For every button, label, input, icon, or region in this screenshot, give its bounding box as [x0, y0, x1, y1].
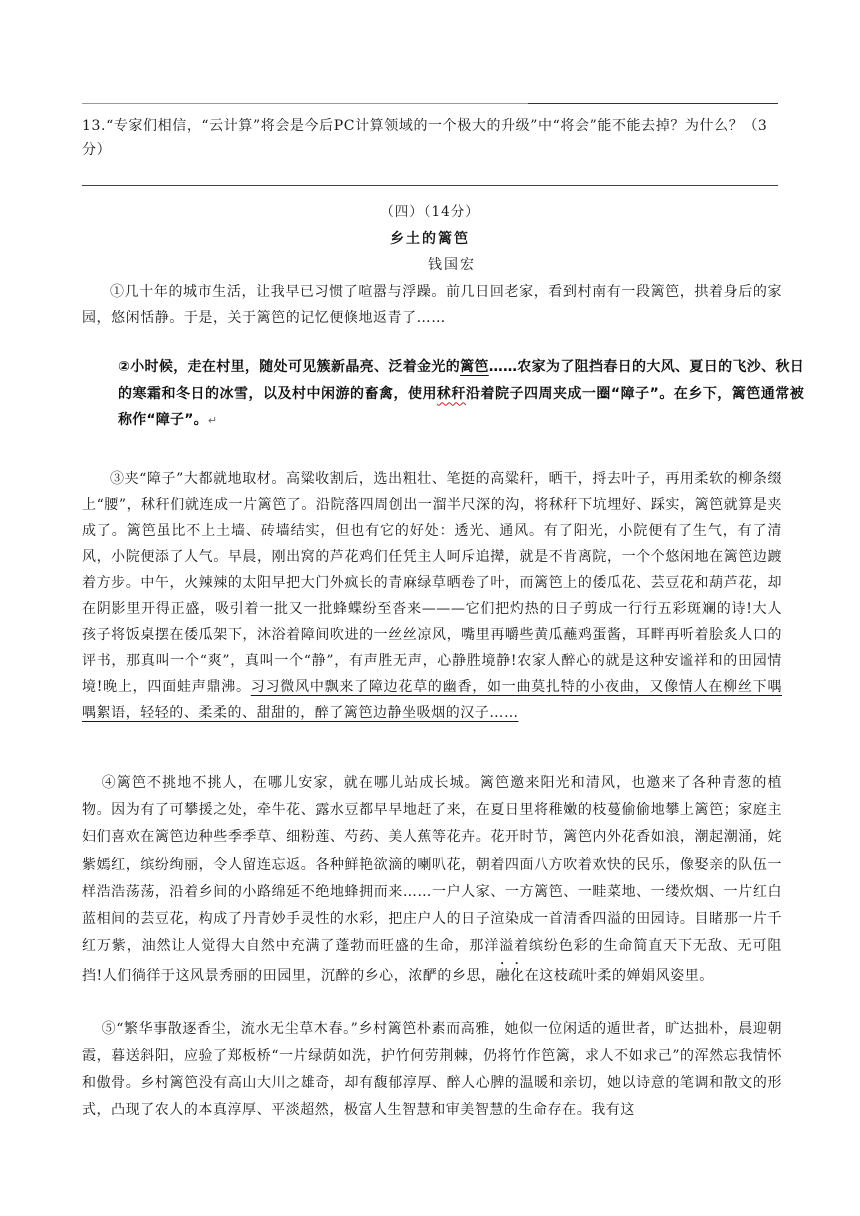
paragraph-2-underlined-word: 篱笆 [460, 359, 489, 375]
paragraph-4-text-a: ④篱笆不挑地不挑人，在哪儿安家，就在哪儿站成长城。篱笆邀来阳光和清风，也邀来了各种青葱的植物。因为有了可攀援之处，牵牛花、露水豆都早早地赶了来，在夏日里将稚嫩的枝蔓偷偷地攀上篱笆；家庭主妇们喜欢在篱笆边种些季季草、细粉莲、芍药、美人蕉等花卉。花开时节，篱笆内外花香如浪，潮起潮涌，姹紫嫣红，缤纷绚丽，令人留连忘返。各种鲜艳欲滴的喇叭花，朝着四面八方吹着欢快的民乐，像娶亲的队伍一样浩浩荡荡，沿着乡间的小路绵延不绝地蜂拥而来……一户人家、一方篱笆、一畦菜地、一缕炊烟、一片红白蓝相间的芸豆花，构成了丹青妙手灵性的水彩，把庄户人的日子渲染成一首清香四溢的田园诗。目睹那一片千红万紫，油然让人觉得大自然中充满了蓬勃而旺盛的生命，那洋溢着缤纷色彩的生命简直天下无敌、无可阻挡!人们徜徉于这风景秀丽的田园里，沉醉的乡心，浓酽的乡思， [82, 775, 782, 985]
essay-title: 乡土的篱笆 [390, 231, 470, 247]
essay-author: 钱国宏 [428, 257, 476, 273]
paragraph-2-text-c: ……农家为了阻挡春日的大风、夏日的飞沙、秋日的寒霜和冬日的冰雪，以及村中闲游的畜禽，使用 [118, 359, 804, 402]
paragraph-2-wavy-underlined-word: 秫秆 [436, 385, 466, 402]
paragraph-mark-icon: ↵ [207, 414, 218, 427]
paragraph-5: ⑤“繁华事散逐香尘，流水无尘草木春。”乡村篱笆朴素而高雅，她似一位闲适的遁世者，旷达拙朴，晨迎朝霞，暮送斜阳，应验了郑板桥“一片绿荫如洗，护竹何劳荆棘，仍将竹作笆篱，求人不如求己”的浑然忘我情怀和傲骨。乡村篱笆没有高山大川之雄奇，却有馥郁淳厚、醉人心脾的温暖和亲切，她以诗意的笔调和散文的形式，凸现了农人的本真淳厚、平淡超然，极富人生智慧和审美智慧的生命存在。我有这 [82, 1021, 782, 1118]
answer-line-q13 [82, 185, 778, 186]
paragraph-2 [118, 354, 804, 435]
paragraph-1: ①几十年的城市生活，让我早已习惯了喧嚣与浮躁。前几日回老家，看到村南有一段篱笆，拱着身后的家园，悠闲恬静。于是，关于篱笆的记忆便倏地返青了…… [82, 284, 782, 326]
paragraph-3-text: ③夹“障子”大都就地取材。高粱收割后，选出粗壮、笔挺的高粱秆，晒干，捋去叶子，再用柔软的柳条缀上“腰”，秫秆们就连成一片篱笆了。沿院落四周创出一溜半尺深的沟，将秫秆下坑埋好、踩实，篱笆就算是夹成了。篱笆虽比不上土墙、砖墙结实，但也有它的好处：透光、通风。有了阳光，小院便有了生气，有了清风，小院便添了人气。早晨，刚出窝的芦花鸡们任凭主人呵斥追撵，就是不肯离院，一个个悠闲地在篱笆边踱着方步。中午，火辣辣的太阳早把大门外疯长的青麻绿草晒卷了叶，而篱笆上的倭瓜花、芸豆花和葫芦花，却在阴影里开得正盛，吸引着一批又一批蜂蝶纷至沓来———它们把灼热的日子剪成一行行五彩斑斓的诗!大人孩子将饭桌摆在倭瓜架下，沐浴着障间吹进的一丝丝凉风，嘴里再嚼些黄瓜蘸鸡蛋酱，耳畔再听着脍炙人口的评书，那真叫一个“爽”，真叫一个“静”，有声胜无声，心静胜境静!农家人醉心的就是这种安谧祥和的田园情境!晚上，四面蛙声鼎沸。 [82, 471, 782, 695]
question-13: 13.“专家们相信，“云计算”将会是今后PC计算领域的一个极大的升级”中“将会”能不能去掉？为什么？（3分） [82, 118, 768, 158]
paragraph-4-dotted-word: 融化 [495, 968, 525, 985]
section-heading: （四）（14分） [380, 204, 480, 220]
paragraph-3 [82, 466, 782, 726]
paragraph-2-text-a: ②小时候，走在村里，随处可见簇新晶亮、泛着金光的 [118, 359, 461, 375]
paragraph-3-underlined-sentence: 习习微风中飘来了障边花草的幽香，如一曲莫扎特的小夜曲，又像情人在柳丝下喁喁絮语，轻轻的、柔柔的、甜甜的，醉了篱笆边静坐吸烟的汉子…… [82, 679, 782, 721]
paragraph-4-text-c: 在这枝疏叶柔的婵娟风姿里。 [524, 968, 714, 985]
answer-line-top [82, 103, 528, 104]
paragraph-4 [82, 770, 782, 991]
answer-line-top-dark [528, 103, 778, 104]
paragraph-2-text-e: 沿着院子四周夹成一圈“障子”。在乡下，篱笆通常被称作“障子”。 [118, 385, 804, 428]
